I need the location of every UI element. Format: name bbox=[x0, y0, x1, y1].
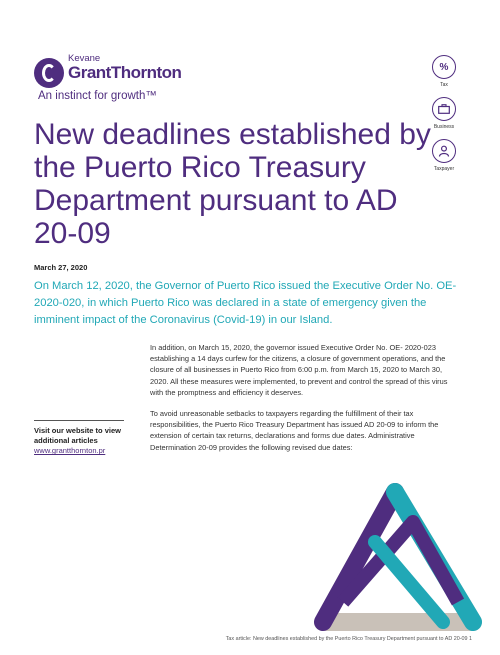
category-label: Tax bbox=[440, 82, 448, 88]
logo-kevane: Kevane bbox=[68, 53, 101, 64]
page-title: New deadlines established by the Puerto Rico Treasury Department pursuant to AD 20-09 bbox=[34, 118, 431, 250]
person-icon bbox=[432, 139, 456, 163]
article-date: March 27, 2020 bbox=[34, 263, 88, 272]
grant-thornton-logo bbox=[34, 50, 224, 108]
category-label: Business bbox=[433, 124, 455, 130]
body-paragraph: To avoid unreasonable setbacks to taxpayers regarding the fulfillment of their tax responsibilities, the Puerto Rico Treasury Department has issued AD 20-09 to inform the extension of certain tax returns, declarations and forms due dates. Administrative Determination 20-09 provides the following revised due dates: bbox=[150, 409, 439, 452]
briefcase-icon bbox=[432, 97, 456, 121]
logo-name: GrantThornton bbox=[68, 63, 182, 82]
category-label: Taxpayer bbox=[433, 166, 455, 172]
website-callout bbox=[34, 420, 124, 455]
callout-title: Visit our website to view additional articles bbox=[34, 426, 121, 445]
logo-tagline: An instinct for growth™ bbox=[38, 90, 157, 102]
body-paragraph: In addition, on March 15, 2020, the governor issued Executive Order No. OE- 2020-023 establishing a 14 days curfew for the citizens, a closure of government operations, and the closure of all businesses in Puerto Rico from 6:00 p.m. from March 15, 2020 to March 30, 2020. All these measures were implemented, to prevent and control the spread of this virus with the promptness and efficiency it deserves. bbox=[150, 343, 448, 397]
page-footer: Tax article: New deadlines established by the Puerto Rico Treasury Department pursuant to AD 20-09 1 bbox=[225, 636, 472, 642]
website-link[interactable]: www.grantthornton.pr bbox=[34, 446, 106, 456]
percent-icon: % bbox=[432, 55, 456, 79]
triangle-graphic bbox=[283, 482, 493, 640]
logo-mark-icon bbox=[34, 58, 64, 88]
intro-paragraph: On March 12, 2020, the Governor of Puerto Rico issued the Executive Order No. OE-2020-020, in which Puerto Rico was declared in a state of emergency given the imminent impact of the Coronavirus (Covid-19) in our Island. bbox=[34, 280, 457, 326]
category-tax bbox=[428, 55, 460, 88]
article-body bbox=[150, 342, 460, 463]
